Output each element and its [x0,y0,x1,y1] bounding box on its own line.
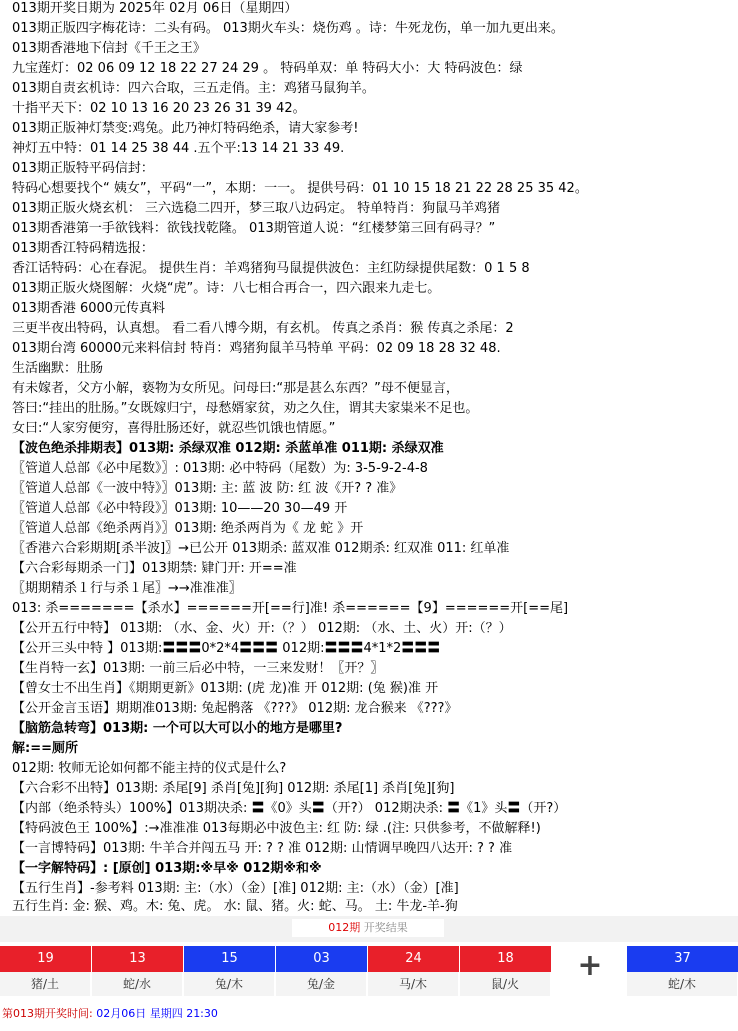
ball-zodiac: 猪/土 [0,972,91,996]
ball-number: 03 [276,946,367,972]
text-line: 013期正版特平码信封： [12,161,154,176]
text-line: 013期开奖日期为 2025年 02月 06日（星期四） [12,1,298,16]
text-line: 〖管道人总部《必中特段》〗013期: 10——20 30—49 开 [12,501,348,516]
ball-number: 37 [627,946,738,972]
result-ball [92,946,183,996]
text-line: 【波色绝杀排期表】013期: 杀绿双准 012期: 杀蓝单准 011期: 杀绿双准 [12,441,444,456]
text-line: 【六合彩不出特】013期: 杀尾[9] 杀肖[兔][狗] 012期: 杀尾[1] 杀肖[兔][狗] [12,781,455,796]
result-ball [460,946,551,996]
text-line: 013期正版神灯禁变:鸡兔。此乃神灯特码绝杀，请大家参考! [12,121,359,136]
result-period: 012期 [328,921,361,934]
ball-number: 18 [460,946,551,972]
draw-time-label: 第013期开奖时间: [2,1007,97,1020]
ball-zodiac: 蛇/水 [92,972,183,996]
text-line: 013期正版火烧图解：火烧“虎”。诗：八七相合再合一，四六跟来九走七。 [12,281,441,296]
text-line: 香江话特码：心在春泥。 提供生肖：羊鸡猪狗马鼠提供波色：主红防绿提供尾数：0 1 5 8 [12,261,530,276]
special-ball [627,946,738,996]
text-line: 九宝莲灯：02 06 09 12 18 22 27 24 29 。 特码单双：单 特码大小：大 特码波色：绿 [12,61,523,76]
text-line: 【一言博特码】013期: 牛羊合并闯五马 开: ? ? 准 012期: 山情调早晚四八达开: ? ? 准 [12,841,513,856]
text-line: 生活幽默：肚肠 [12,361,104,376]
ball-number: 19 [0,946,91,972]
text-line: 【公开三头中特 】013期:〓〓〓0*2*4〓〓〓 012期:〓〓〓4*1*2〓〓〓 [12,641,441,656]
text-line: 【六合彩每期杀一门】013期禁: 肄门开: 开==准 [12,561,297,576]
ball-zodiac: 马/木 [368,972,459,996]
ball-zodiac: 兔/木 [184,972,275,996]
text-line: 特码心想要找个“ 姨女”，平码“一”，本期：一一。 提供号码：01 10 15 18 21 22 28 25 35 42。 [12,181,588,196]
text-line: 013期香港地下信封《千王之王》 [12,41,206,56]
result-ball [276,946,367,996]
text-line: 013期香江特码精选报： [12,241,154,256]
text-line: 【公开五行中特】 013期: （水、金、火）开:（？） 012期: （水、土、火）开:（？） [12,621,512,636]
text-line: 【生肖特一玄】013期: 一前三后必中特，一三来发财！〖开？〗 [12,661,384,676]
text-line: 〖管道人总部《绝杀两肖》〗013期: 绝杀两肖为《 龙 蛇 》开 [12,521,364,536]
text-line: 013期自责玄机诗：四六合取，三五走俏。主：鸡猪马鼠狗羊。 [12,81,375,96]
result-label: 开奖结果 [360,921,408,934]
result-ball [368,946,459,996]
text-line: 五行生肖: 金: 猴、鸡。木: 兔、虎。 水: 鼠、猪。火: 蛇、马。 土: 牛龙-羊-狗 [12,899,458,914]
text-line: 〖管道人总部《必中尾数》〗: 013期: 必中特码（尾数）为: 3-5-9-2-4-8 [12,461,428,476]
draw-time-footer [0,1004,738,1031]
text-line: 013期台湾 60000元来料信封 特肖：鸡猪狗鼠羊马特单 平码：02 09 18 28 32 48. [12,341,501,356]
text-line: 012期: 牧师无论如何都不能主持的仪式是什么? [12,761,287,776]
text-line: 【脑筋急转弯】013期: 一个可以大可以小的地方是哪里? [12,721,343,736]
text-line: 十指平天下：02 10 13 16 20 23 26 31 39 42。 [12,101,306,116]
text-line: 013期香港 6000元传真料 [12,301,166,316]
text-line: 【五行生肖】-参考料 013期: 主:（水）（金）[准] 012期: 主:（水）（金）[准] [12,881,459,896]
text-line: 解:==厕所 [12,741,78,756]
ball-number: 13 [92,946,183,972]
plus-icon: + [577,948,603,983]
text-line: 有未嫁者，父方小解，亵物为女所见。问母曰:“那是甚么东西？”母不便显言， [12,381,459,396]
result-ball [0,946,91,996]
text-line: 〖香港六合彩期期[杀半波]〗→已公开 013期杀: 蓝双准 012期杀: 红双准 011: 红单准 [12,541,510,556]
text-line: 013: 杀=======【杀水】======开[==行]准! 杀======【9】======开[==尾] [12,601,569,616]
text-line: 013期香港第一手欲钱料：欲钱找乾隆。 013期管道人说：“红楼梦第三回有码寻？” [12,221,496,236]
result-ball [184,946,275,996]
text-line: 女曰:“人家穷便穷，喜得肚肠还好，就忍些饥饿也情愿。” [12,421,336,436]
ball-zodiac: 鼠/火 [460,972,551,996]
draw-time-value: 02月06日 星期四 21:30 [96,1007,218,1020]
result-title [292,919,444,937]
ball-zodiac: 兔/金 [276,972,367,996]
ball-zodiac: 蛇/木 [627,972,738,996]
ball-number: 24 [368,946,459,972]
text-line: 神灯五中特：01 14 25 38 44 .五个平:13 14 21 33 49. [12,141,345,156]
text-line: 〖管道人总部《一波中特》〗013期: 主: 蓝 波 防: 红 波《开? ? 准》 [12,481,403,496]
text-line: 【内部（绝杀特头）100%】013期决杀: 〓《0》头〓（开?） 012期决杀: 〓《1》头〓（开?） [12,801,567,816]
ball-number: 15 [184,946,275,972]
text-line: 013期正版四字梅花诗：二头有码。 013期火车头：烧伤鸡 。诗：牛死龙伤，单一加九更出来。 [12,21,564,36]
text-line: 【特码波色王 100%】:→准准准 013每期必中波色主: 红 防: 绿 .(注: 只供参考，不做解释!) [12,821,541,836]
text-line: 【曾女士不出生肖】《期期更新》013期: (虎 龙)准 开 012期: (兔 猴)准 开 [12,681,439,696]
result-balls [0,946,738,996]
text-line: 013期正版火烧玄机： 三六选稳二四开，梦三取八边码定。 特单特肖：狗鼠马羊鸡猪 [12,201,501,216]
result-header [0,916,738,942]
text-line: 答曰:“挂出的肚肠。”女既嫁归宁，母愁婿家贫，劝之久住，谓其夫家粜米不足也。 [12,401,479,416]
text-line: 〖期期精杀１行与杀１尾〗→→准准准〗 [12,581,242,596]
text-line: 【一字解特码】: [原创] 013期:※早※ 012期※和※ [12,861,322,876]
text-line: 【公开金言玉语】期期准013期: 兔起鹘落 《???》 012期: 龙合猴来 《???》 [12,701,458,716]
text-line: 三更半夜出特码，认真想。 看二看八博今期，有玄机。 传真之杀肖：猴 传真之杀尾：2 [12,321,514,336]
